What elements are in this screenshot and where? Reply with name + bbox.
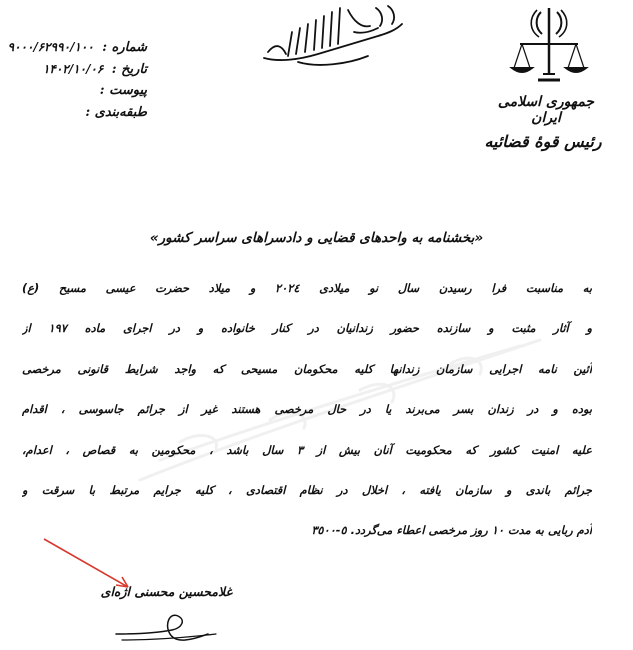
signatory-name: غلامحسین محسنی اژه‌ای — [100, 584, 232, 599]
date-label: تاریخ : — [111, 62, 147, 77]
bismillah-calligraphy — [258, 2, 408, 72]
body-line: آدم ربایی به مدت ۱۰ روز مرخصی اعطاء می‌گردد. ٥-٣٥٠٠ — [311, 523, 592, 538]
letter-meta — [8, 36, 147, 124]
judiciary-emblem-icon — [508, 4, 590, 94]
body-line: و آثار مثبت و سازنده حضور زندانیان در کنار خانواده و در اجرای ماده ۱۹۷ از — [22, 321, 592, 336]
number-label: شماره : — [102, 40, 147, 55]
body-line: علیه امنیت کشور که محکومیت آنان بیش از ۳ سال باشد ، محکومین به قصاص ، اعدام، — [22, 442, 592, 457]
country-name: جمهوری اسلامی ایران — [497, 94, 595, 126]
number-row — [8, 36, 147, 58]
body-line: به مناسبت فرا رسیدن سال نو میلادی ۲۰۲٤ و میلاد حضرت عیسی مسیح (ع) — [22, 281, 592, 295]
attachment-row — [8, 80, 147, 102]
classification-label: طبقه‌بندی : — [85, 105, 147, 120]
number-value: ۹۰۰۰/۶۲۹۹۰/۱۰۰ — [7, 40, 94, 54]
date-row — [8, 58, 147, 80]
office-title: رئیس قوهٔ قضائیه — [484, 132, 602, 151]
circular-body — [22, 277, 592, 560]
classification-row — [8, 102, 147, 124]
circular-title: «بخشنامه به واحدهای قضایی و دادسراهای سراسر کشور» — [149, 230, 484, 246]
date-value: ۱۴۰۲/۱۰/۰۶ — [42, 62, 104, 76]
body-line: بوده و در زندان بسر می‌برند یا در حال مرخصی هستند غیر از جرائم جاسوسی ، اقدام — [22, 402, 592, 417]
body-line: جرائم باندی و سازمان یافته ، اخلال در نظام اقتصادی ، کلیه جرایم مرتبط با سرقت و — [22, 482, 592, 497]
body-line: آئین نامه اجرایی سازمان زندانها کلیه محکومان مسیحی که واجد شرایط قانونی مرخصی — [22, 361, 592, 376]
handwritten-signature — [112, 604, 222, 648]
attachment-label: پیوست : — [99, 83, 147, 98]
